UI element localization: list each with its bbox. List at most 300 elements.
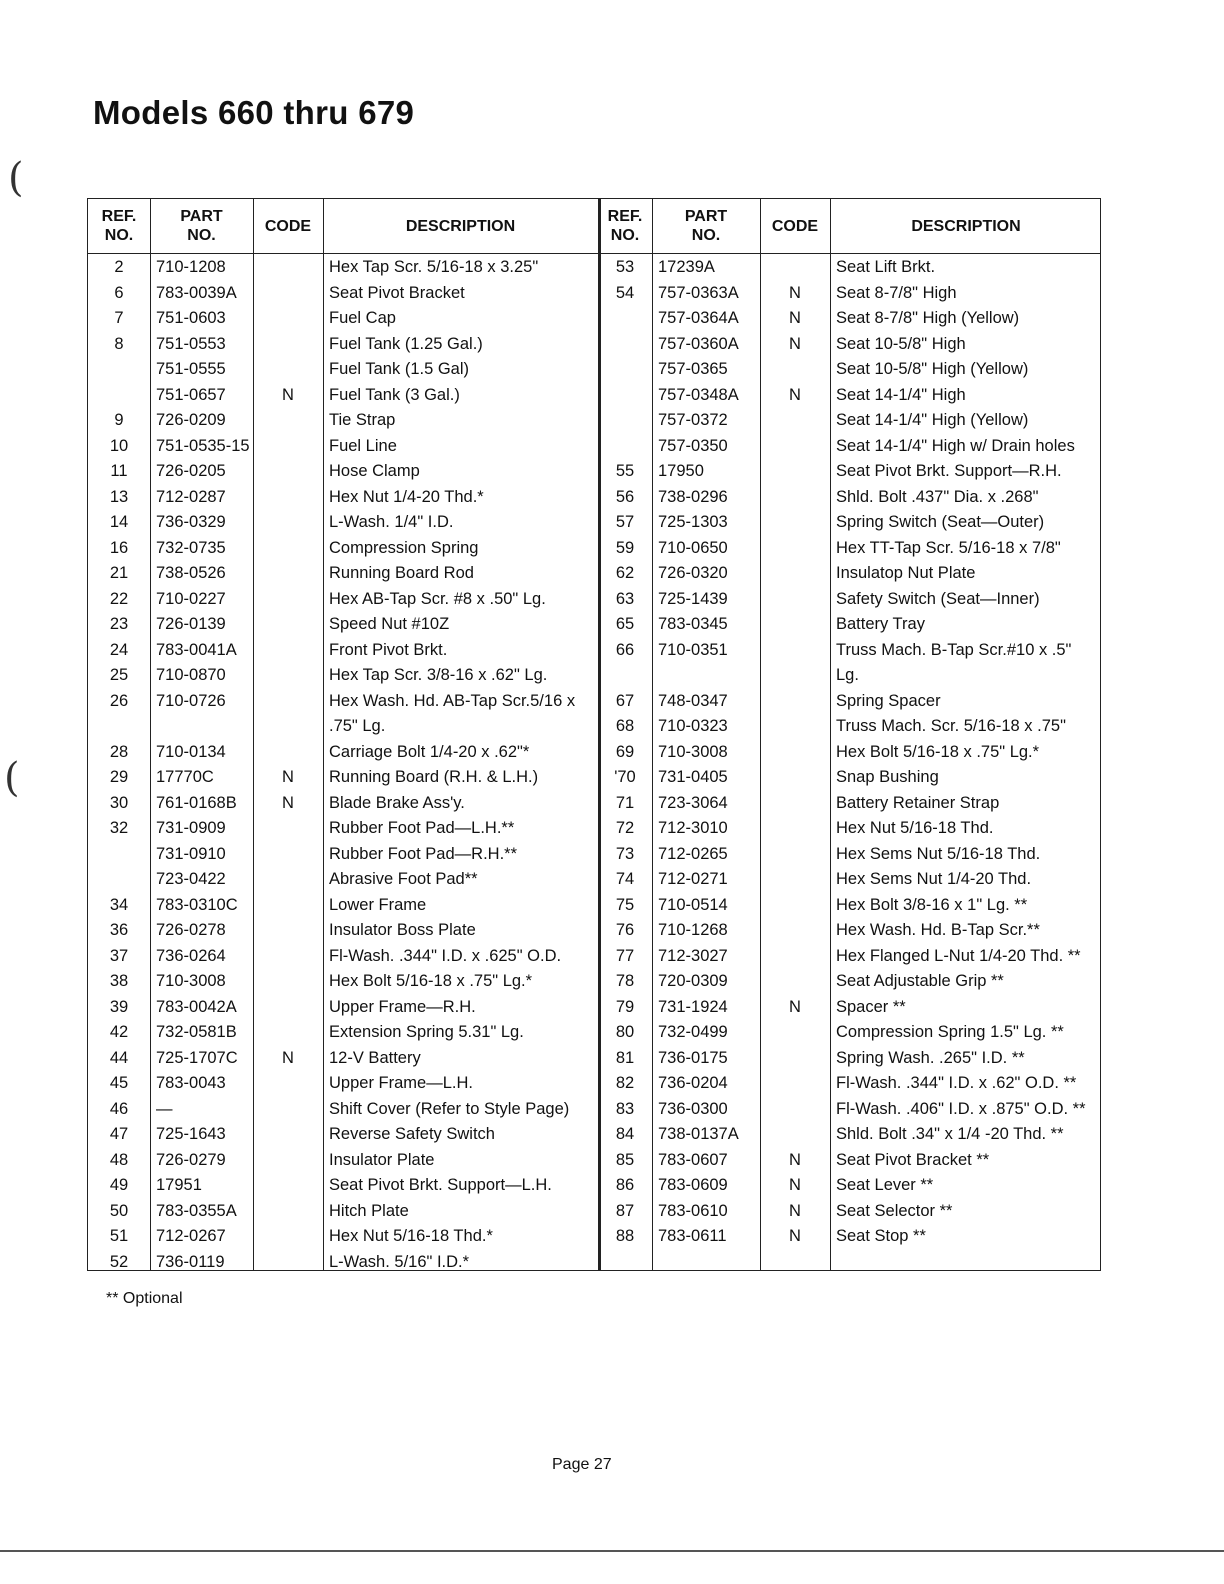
right-code-cell: N [789,997,801,1016]
right-code-cell [760,536,830,562]
left-ref-cell: 2 [114,258,124,276]
right-part-cell: 738-0137A [658,1125,739,1143]
table-row [88,485,1100,511]
left-part-cell: 751-0535-15 [156,436,250,455]
right-desc-cell: Seat 8-7/8" High (Yellow) [836,309,1020,327]
left-desc-cell: Upper Frame—R.H. [329,997,476,1016]
right-code-cell [760,357,830,383]
left-desc-cell: Fuel Cap [329,309,396,327]
punch-hole-mark: ( [4,755,20,801]
left-desc-cell: Hex Bolt 5/16-18 x .75" Lg.* [329,972,533,990]
left-part-cell: 710-1208 [156,258,226,276]
right-ref-cell: 56 [615,487,635,506]
right-ref-cell: 88 [615,1227,635,1245]
right-code-cell: N [789,1227,801,1245]
right-ref-cell [598,306,652,332]
right-ref-cell: 71 [615,793,635,812]
left-desc-cell: Front Pivot Brkt. [329,640,448,659]
left-part-cell: 738-0526 [156,564,226,582]
left-ref-cell: 52 [109,1252,129,1271]
right-part-cell: 783-0611 [658,1227,727,1245]
left-desc-cell: Fl-Wash. .344" I.D. x .625" O.D. [329,946,562,965]
right-desc-cell: Seat 10-5/8" High [836,334,966,353]
right-desc-cell: Spacer ** [836,997,906,1016]
table-row [88,1173,1100,1199]
left-ref-cell: 8 [114,334,124,353]
right-part-cell: 757-0360A [658,334,739,353]
left-ref-cell: 13 [109,487,129,506]
right-code-cell: N [789,283,801,302]
right-part-cell: 712-0271 [658,870,728,888]
table-row [88,383,1100,409]
table-row [88,536,1100,562]
right-desc-cell: Fl-Wash. .344" I.D. x .62" O.D. ** [836,1074,1077,1092]
left-ref-cell: 47 [109,1125,129,1143]
right-part-cell: 757-0372 [658,411,728,429]
right-part-cell: 783-0610 [658,1201,728,1220]
right-code-cell [760,408,830,434]
left-part-cell: 712-0267 [156,1227,226,1245]
right-desc-cell: Spring Spacer [836,691,941,710]
right-ref-cell: 81 [615,1048,635,1067]
left-ref-cell: 48 [109,1150,129,1169]
right-desc-cell: Battery Retainer Strap [836,793,1000,812]
right-code-cell [760,1046,830,1072]
parts-table [87,198,1101,1271]
header-part: PART NO. [684,208,728,244]
left-desc-cell: Blade Brake Ass'y. [329,793,465,812]
right-ref-cell [598,408,652,434]
right-code-cell [760,842,830,868]
left-code-cell: N [282,1048,294,1067]
table-row [88,408,1100,434]
right-ref-cell: 68 [615,717,635,735]
left-desc-cell: 12-V Battery [329,1048,421,1067]
right-ref-cell [598,332,652,358]
right-ref-cell: 57 [615,513,635,531]
right-part-cell: 731-1924 [658,997,728,1016]
left-part-cell: 726-0139 [156,615,226,633]
left-part-cell: 726-0205 [156,462,226,480]
left-desc-cell: Rubber Foot Pad—L.H.** [329,819,515,837]
left-desc-cell: Fuel Line [329,436,397,455]
right-code-cell [760,434,830,460]
left-ref-cell: 10 [109,436,129,455]
right-part-cell: 783-0609 [658,1176,728,1194]
right-part-cell: 710-0650 [658,538,728,557]
left-desc-cell: Rubber Foot Pad—R.H.** [329,844,518,863]
left-code-cell: N [282,768,294,786]
right-ref-cell: 77 [615,946,635,965]
punch-hole-mark: ( [8,155,24,201]
right-desc-cell: Seat Lever ** [836,1176,934,1194]
right-code-cell [760,612,830,638]
left-desc-cell: Seat Pivot Bracket [329,283,465,302]
right-code-cell [760,510,830,536]
left-part-cell: 736-0329 [156,513,226,531]
right-ref-cell: 82 [615,1074,635,1092]
left-ref-cell: 38 [109,972,129,990]
left-ref-cell: 42 [109,1023,129,1041]
right-desc-cell: Seat 14-1/4" High [836,385,966,404]
right-part-cell: 736-0204 [658,1074,728,1092]
right-ref-cell [598,357,652,383]
table-row [88,357,1100,383]
right-desc-cell: Battery Tray [836,615,925,633]
right-part-cell: 725-1439 [658,589,728,608]
left-ref-cell: 49 [109,1176,129,1194]
left-desc-cell: Fuel Tank (1.5 Gal) [329,360,470,378]
left-part-cell: 783-0355A [156,1201,237,1220]
right-ref-cell: 72 [615,819,635,837]
left-ref-cell: 14 [109,513,129,531]
table-row [88,944,1100,970]
right-desc-cell: Snap Bushing [836,768,939,786]
table-row [88,306,1100,332]
right-desc-cell: Spring Switch (Seat—Outer) [836,513,1045,531]
left-desc-cell: L-Wash. 5/16" I.D.* [329,1252,470,1271]
left-desc-cell: Extension Spring 5.31" Lg. [329,1023,524,1041]
table-row [88,740,1100,766]
right-ref-cell: 83 [615,1099,635,1118]
table-row [88,1020,1100,1046]
table-row [88,663,1100,689]
right-desc-cell: Seat 8-7/8" High [836,283,957,302]
right-desc-cell: Hex Nut 5/16-18 Thd. [836,819,994,837]
table-row [88,765,1100,791]
right-code-cell [760,791,830,817]
right-part-cell: 757-0363A [658,283,739,302]
table-header [88,199,1100,254]
right-ref-cell: 63 [615,589,635,608]
left-desc-cell: Shift Cover (Refer to Style Page) [329,1099,570,1118]
right-ref-cell: 67 [615,691,635,710]
left-code-cell: N [282,385,294,404]
table-row [88,561,1100,587]
right-part-cell: 710-3008 [658,742,728,761]
right-desc-cell: Compression Spring 1.5" Lg. ** [836,1023,1064,1041]
left-part-cell: 783-0310C [156,895,238,914]
table-row [88,510,1100,536]
right-part-cell: 757-0364A [658,309,739,327]
right-part-cell: 723-3064 [658,793,728,812]
left-part-cell: 731-0910 [156,844,226,863]
left-desc-cell: Running Board Rod [329,564,474,582]
right-desc-cell: Hex Wash. Hd. B-Tap Scr.** [836,921,1040,939]
right-part-cell: 757-0348A [658,385,739,404]
left-desc-cell: Insulator Boss Plate [329,921,476,939]
left-part-cell: 736-0264 [156,946,226,965]
right-ref-cell: 54 [615,283,635,302]
right-part-cell: 712-3010 [658,819,728,837]
left-ref-cell: 16 [109,538,129,557]
right-part-cell: 710-1268 [658,921,728,939]
left-part-cell: 726-0209 [156,411,226,429]
left-part-cell: 710-3008 [156,972,226,990]
table-row [88,1097,1100,1123]
right-desc-cell: Seat Pivot Bracket ** [836,1150,990,1169]
right-desc-cell: Seat 10-5/8" High (Yellow) [836,360,1029,378]
left-part-cell: 725-1707C [156,1048,238,1067]
right-part-cell: 783-0607 [658,1150,728,1169]
left-desc-cell: Speed Nut #10Z [329,615,450,633]
table-row [88,689,1100,715]
left-ref-cell: 9 [114,411,124,429]
table-row [88,587,1100,613]
right-part-cell: 732-0499 [658,1023,728,1041]
footnote: ** Optional [106,1290,183,1307]
right-desc-cell: Seat 14-1/4" High w/ Drain holes [836,436,1075,455]
right-part-cell: 726-0320 [658,564,728,582]
left-desc-cell: Upper Frame—L.H. [329,1074,473,1092]
right-ref-cell: 73 [615,844,635,863]
page-title: Models 660 thru 679 [93,94,415,131]
right-ref-cell: 62 [615,564,635,582]
header-part: PART NO. [180,208,223,244]
table-row [88,255,1100,281]
table-row [88,867,1100,893]
table-row [88,638,1100,664]
right-code-cell [760,689,830,715]
left-ref-cell: 22 [109,589,129,608]
right-ref-cell [598,383,652,409]
right-desc-cell: Seat 14-1/4" High (Yellow) [836,411,1029,429]
right-desc-cell: Hex Sems Nut 1/4-20 Thd. [836,870,1032,888]
right-ref-cell: 75 [615,895,635,914]
right-part-cell: 725-1303 [658,513,728,531]
left-desc-cell: Hex Nut 5/16-18 Thd.* [329,1227,493,1245]
right-code-cell [760,587,830,613]
right-code-cell [760,918,830,944]
right-desc-cell: Seat Selector ** [836,1201,953,1220]
left-part-cell: 783-0039A [156,283,237,302]
left-ref-cell: 23 [109,615,129,633]
table-row [88,1046,1100,1072]
right-desc-cell: Hex Bolt 3/8-16 x 1" Lg. ** [836,895,1028,914]
right-desc-cell: Seat Lift Brkt. [836,258,936,276]
right-ref-cell [598,434,652,460]
left-part-cell: 710-0227 [156,589,226,608]
right-code-cell [760,765,830,791]
right-code-cell [760,1071,830,1097]
page-number: Page 27 [552,1456,612,1473]
table-row [88,918,1100,944]
left-ref-cell: 32 [109,819,129,837]
left-desc-cell: Seat Pivot Brkt. Support—L.H. [329,1176,552,1194]
right-code-cell [760,816,830,842]
left-part-cell: 783-0041A [156,640,237,659]
right-code-cell [760,893,830,919]
left-desc-cell: Hose Clamp [329,462,420,480]
header-ref: REF. NO. [607,208,643,244]
right-desc-cell: Hex Bolt 5/16-18 x .75" Lg.* [836,742,1040,761]
table-row [88,1250,1100,1276]
right-code-cell [760,969,830,995]
table-row [88,1199,1100,1225]
header-ref: REF. NO. [101,208,137,244]
table-row [88,791,1100,817]
right-desc-cell: Insulatop Nut Plate [836,564,976,582]
header-code: CODE [771,217,819,235]
right-ref-cell: 66 [615,640,635,659]
header-description: DESCRIPTION [405,217,516,235]
left-ref-cell: 6 [114,283,124,302]
right-part-cell: 710-0351 [658,640,728,659]
table-row [88,1122,1100,1148]
left-part-cell: 751-0657 [156,385,226,404]
left-ref-cell: 7 [114,309,124,327]
bottom-rule [0,1550,1224,1552]
right-code-cell [760,944,830,970]
right-part-cell: 736-0175 [658,1048,728,1067]
table-row [88,816,1100,842]
right-code-cell [760,714,830,740]
left-ref-cell: 46 [109,1099,129,1118]
left-ref-cell: 50 [109,1201,129,1220]
left-part-cell: 17770C [156,768,214,786]
right-part-cell: 720-0309 [658,972,728,990]
right-code-cell [760,485,830,511]
left-desc-cell: L-Wash. 1/4" I.D. [329,513,454,531]
left-part-cell: 732-0735 [156,538,226,557]
left-part-cell: 726-0279 [156,1150,226,1169]
right-ref-cell: 76 [615,921,635,939]
left-part-cell: 723-0422 [156,870,226,888]
left-part-cell: 761-0168B [156,793,237,812]
right-desc-cell: Truss Mach. Scr. 5/16-18 x .75" [836,717,1066,735]
left-part-cell: 710-0134 [156,742,226,761]
left-part-cell: 783-0042A [156,997,237,1016]
right-part-cell: 783-0345 [658,615,728,633]
right-code-cell: N [789,334,801,353]
left-ref-cell: 39 [109,997,129,1016]
left-part-cell: 731-0909 [156,819,226,837]
right-desc-cell: Truss Mach. B-Tap Scr.#10 x .5" [836,640,1072,659]
left-ref-cell: 45 [109,1074,129,1092]
right-code-cell [760,255,830,281]
table-row [88,893,1100,919]
right-ref-cell: 84 [615,1125,635,1143]
left-code-cell [253,1250,323,1276]
table-row [88,332,1100,358]
right-code-cell [760,561,830,587]
right-code-cell: N [789,1176,801,1194]
left-ref-cell: 21 [109,564,129,582]
left-desc-cell: Carriage Bolt 1/4-20 x .62"* [329,742,530,761]
left-code-cell: N [282,793,294,812]
left-part-cell: 751-0603 [156,309,226,327]
right-desc-cell: Seat Stop ** [836,1227,926,1245]
right-code-cell [760,663,830,689]
right-ref-cell: 79 [615,997,635,1016]
right-desc-cell: Shld. Bolt .437" Dia. x .268" [836,487,1039,506]
left-desc-cell: .75" Lg. [329,717,386,735]
right-part-cell [652,663,760,689]
right-desc-cell: Hex Flanged L-Nut 1/4-20 Thd. ** [836,946,1081,965]
left-desc-cell: Tie Strap [329,411,396,429]
right-ref-cell: '70 [614,768,636,786]
right-desc-cell: Seat Pivot Brkt. Support—R.H. [836,462,1062,480]
right-part-cell: 738-0296 [658,487,728,506]
left-desc-cell: Compression Spring [329,538,479,557]
left-part-cell: — [156,1099,173,1118]
left-ref-cell: 29 [109,768,129,786]
right-part-cell: 710-0323 [658,717,728,735]
right-part-cell: 17950 [658,462,704,480]
left-part-cell: 725-1643 [156,1125,226,1143]
right-part-cell: 731-0405 [658,768,728,786]
right-part-cell: 748-0347 [658,691,728,710]
right-ref-cell: 55 [615,462,635,480]
left-ref-cell: 44 [109,1048,129,1067]
left-desc-cell: Running Board (R.H. & L.H.) [329,768,539,786]
left-part-cell: 710-0870 [156,666,226,684]
right-part-cell: 17239A [658,258,715,276]
left-ref-cell: 34 [109,895,129,914]
right-code-cell [760,1122,830,1148]
right-desc-cell: Seat Adjustable Grip ** [836,972,1004,990]
right-ref-cell: 87 [615,1201,635,1220]
right-ref-cell: 80 [615,1023,635,1041]
left-part-cell: 732-0581B [156,1023,237,1041]
left-part-cell: 17951 [156,1176,202,1194]
right-code-cell: N [789,1201,801,1220]
right-desc-cell: Hex Sems Nut 5/16-18 Thd. [836,844,1041,863]
left-desc-cell: Hex Wash. Hd. AB-Tap Scr.5/16 x [329,691,576,710]
table-row [88,459,1100,485]
left-desc-cell: Insulator Plate [329,1150,435,1169]
right-code-cell [760,1097,830,1123]
left-ref-cell: 11 [110,462,128,480]
left-desc-cell: Hex AB-Tap Scr. #8 x .50" Lg. [329,589,546,608]
right-part-cell: 712-3027 [658,946,728,965]
right-part-cell: 757-0350 [658,436,728,455]
table-row [88,714,1100,740]
left-desc-cell: Lower Frame [329,895,427,914]
table-row [88,1224,1100,1250]
right-ref-cell: 59 [615,538,635,557]
right-ref-cell [598,663,652,689]
left-desc-cell: Hitch Plate [329,1201,409,1220]
table-row [88,1071,1100,1097]
right-desc-cell: Hex TT-Tap Scr. 5/16-18 x 7/8" [836,538,1061,557]
right-desc-cell: Lg. [836,666,859,684]
table-row [88,434,1100,460]
header-description: DESCRIPTION [911,217,1021,235]
left-ref-cell: 36 [109,921,129,939]
right-part-cell: 712-0265 [658,844,728,863]
right-code-cell: N [789,1150,801,1169]
right-ref-cell: 74 [615,870,635,888]
left-desc-cell: Abrasive Foot Pad** [329,870,478,888]
table-row [88,281,1100,307]
left-desc-cell: Fuel Tank (3 Gal.) [329,385,460,404]
right-ref-cell: 53 [615,258,635,276]
right-ref-cell: 78 [615,972,635,990]
table-row [88,995,1100,1021]
right-code-cell: N [789,309,801,327]
right-part-cell: 710-0514 [658,895,728,914]
left-desc-cell: Reverse Safety Switch [329,1125,495,1143]
right-ref-cell: 65 [615,615,635,633]
left-part-cell: 751-0553 [156,334,226,353]
left-ref-cell: 26 [109,691,129,710]
left-ref-cell: 25 [109,666,129,684]
right-ref-cell: 69 [615,742,635,761]
table-row [88,612,1100,638]
right-desc-cell: Spring Wash. .265" I.D. ** [836,1048,1025,1067]
right-desc-cell: Fl-Wash. .406" I.D. x .875" O.D. ** [836,1099,1086,1118]
